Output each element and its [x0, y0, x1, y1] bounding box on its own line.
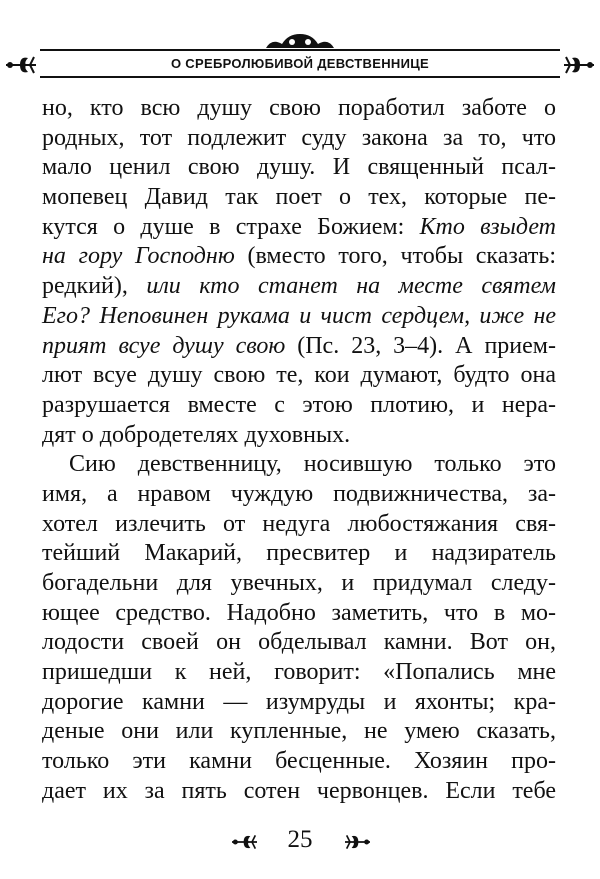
text-segment: пришедши к ней, говорит: «Попались мне	[42, 659, 556, 686]
text-segment: разрушается вместе с этою плотию, и нера-	[42, 391, 556, 418]
header-top-rule	[40, 49, 560, 51]
text-line	[42, 94, 556, 124]
text-line	[42, 539, 556, 569]
text-segment: но, кто всю душу свою поработил заботе о	[42, 95, 556, 121]
text-line	[42, 272, 556, 302]
text-segment: лют всуе душу свою те, кои думают, будто она	[42, 362, 556, 389]
text-line	[42, 124, 556, 154]
text-segment: дят о добродетелях духовных.	[42, 421, 351, 448]
text-line	[42, 688, 556, 718]
text-line	[42, 361, 556, 391]
text-segment: кутся о душе в страхе Божием:	[42, 213, 420, 240]
text-line	[42, 510, 556, 540]
text-line	[42, 213, 556, 243]
text-line	[42, 480, 556, 510]
text-segment: деные они или купленные, не умею сказать,	[42, 718, 556, 745]
text-segment: мопевец Давид так поет о тех, которые пе-	[42, 184, 556, 211]
italic-quote: или кто станет на месте святем	[146, 273, 556, 300]
page-footer	[0, 822, 600, 862]
text-line	[42, 777, 556, 807]
running-header	[0, 30, 600, 90]
text-segment: лодости своей он обделывал камни. Вот он,	[42, 629, 556, 656]
italic-quote: Кто взыдет	[419, 213, 556, 240]
text-line	[42, 747, 556, 777]
text-line	[42, 658, 556, 688]
text-line	[42, 717, 556, 747]
text-line	[42, 332, 556, 362]
header-bottom-rule	[40, 76, 560, 78]
text-line	[42, 183, 556, 213]
text-segment: хотел излечить от недуга любостяжания свя-	[42, 510, 556, 537]
text-segment: ющее средство. Надобно заметить, что в мо-	[42, 599, 556, 626]
italic-quote: прият всуе душу свою	[42, 332, 298, 359]
text-segment: (Пс. 23, 3–4). А прием-	[297, 332, 556, 359]
text-line	[42, 302, 556, 332]
text-segment: Сию девственницу, носившую только это	[69, 451, 556, 478]
text-segment: родных, тот подлежит суду закона за то, что	[42, 124, 556, 151]
text-segment: тейший Макарий, пресвитер и надзиратель	[42, 540, 556, 567]
running-title: О СРЕБРОЛЮБИВОЙ ДЕВСТВЕННИЦЕ	[170, 56, 429, 71]
text-segment: (вместо того, чтобы сказать:	[247, 243, 556, 270]
italic-quote: Его? Неповинен рукама и чист сердцем, иже не	[42, 302, 556, 329]
body-text	[42, 94, 556, 807]
text-line	[42, 450, 556, 480]
text-line	[42, 153, 556, 183]
text-line	[42, 391, 556, 421]
text-line	[42, 599, 556, 629]
footer-right-fleuron-icon	[340, 832, 370, 852]
text-line	[42, 242, 556, 272]
text-segment: редкий),	[42, 273, 147, 300]
text-segment: дорогие камни — изумруды и яхонты; кра-	[42, 688, 556, 715]
text-segment: только эти камни бесценные. Хозяин про-	[42, 748, 556, 775]
page-number: 25	[287, 826, 313, 853]
text-segment: имя, а нравом чуждую подвижничества, за-	[42, 480, 556, 507]
text-segment: богадельни для увечных, и придумал следу-	[42, 570, 556, 596]
text-segment: дает их за пять сотен червонцев. Если тебе	[42, 777, 556, 804]
text-line	[42, 569, 556, 599]
text-line	[42, 421, 556, 451]
text-segment: мало ценил свою душу. И священный псал-	[42, 154, 556, 181]
italic-quote: на гору Господню	[42, 243, 248, 270]
header-top-ornament-icon	[262, 32, 338, 50]
text-line	[42, 628, 556, 658]
